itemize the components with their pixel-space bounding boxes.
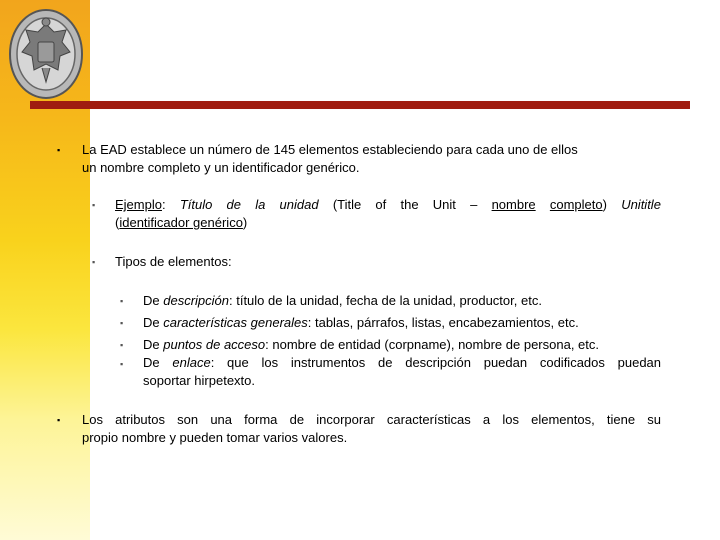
bullet-text-line2: un nombre completo y un identificador genérico.: [82, 160, 360, 175]
type-item-general: De características generales: tablas, párrafos, listas, encabezamientos, etc.: [143, 315, 579, 330]
type-item-link: De enlace: que los instrumentos de descripción puedan codificados puedan: [143, 355, 662, 370]
bullet-marker: ▪: [57, 415, 61, 425]
types-heading: Tipos de elementos:: [115, 254, 232, 269]
type-bullet-marker: ▪: [120, 340, 124, 350]
type-bullet-marker: ▪: [120, 318, 124, 328]
nombre-term: nombre: [491, 197, 536, 212]
unititle-term: Unititle: [621, 197, 661, 212]
example-line: Ejemplo: Título de la unidad (Title of the Unit – nombre completo) Unititle: [115, 197, 661, 212]
example-line2: (identificador genérico): [115, 215, 248, 230]
completo-term: completo: [549, 197, 603, 212]
bullet-text: Los atributos son una forma de incorporar características a los elementos, tiene su: [82, 412, 661, 427]
type-bullet-marker: ▪: [120, 359, 124, 369]
header-rule: [30, 101, 690, 109]
crest-seal-logo: [8, 8, 84, 100]
bullet-text: La EAD establece un número de 145 elementos estableciendo para cada uno de ellos: [82, 142, 578, 157]
type-item-link-line2: soportar hirpetexto.: [143, 373, 256, 388]
identifier-term: identificador genérico: [119, 215, 243, 230]
bullet-text-line2: propio nombre y pueden tomar varios valores.: [82, 430, 348, 445]
example-label: Ejemplo: [115, 197, 162, 212]
type-item-description: De descripción: título de la unidad, fecha de la unidad, productor, etc.: [143, 293, 542, 308]
sub-bullet-marker: ▪: [92, 200, 96, 210]
type-item-access: De puntos de acceso: nombre de entidad (corpname), nombre de persona, etc.: [143, 337, 599, 352]
type-bullet-marker: ▪: [120, 296, 124, 306]
bullet-marker: ▪: [57, 145, 61, 155]
title-term: Título de la unidad: [179, 197, 319, 212]
sub-bullet-marker: ▪: [92, 257, 96, 267]
